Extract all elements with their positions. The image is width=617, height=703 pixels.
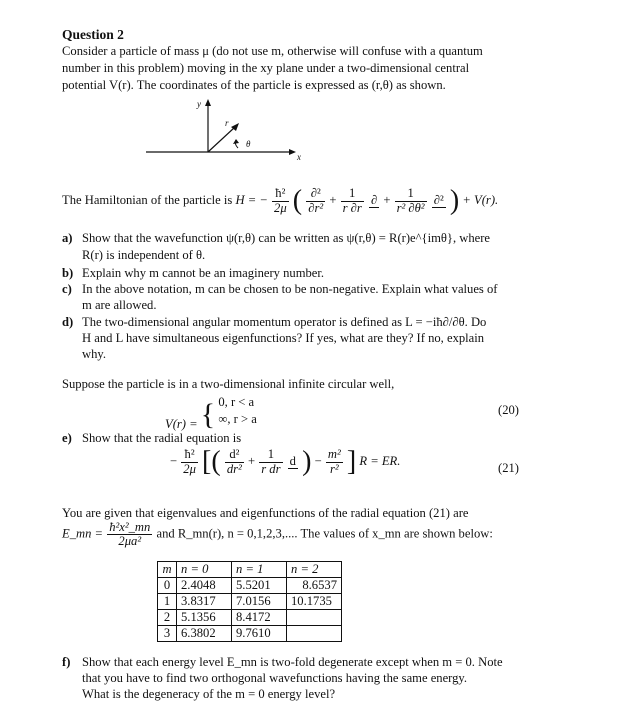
intro-line-3: potential V(r). The coordinates of the particle is expressed as (r,θ) as shown. xyxy=(62,78,446,92)
radial-r2: r² xyxy=(329,461,339,476)
radial-dr2: dr² xyxy=(226,461,242,476)
table-cell: 10.1735 xyxy=(287,594,342,610)
well-case-2: ∞, r > a xyxy=(218,412,257,426)
table-header-row xyxy=(158,562,342,578)
hamiltonian-one-a: 1 xyxy=(341,187,364,201)
table-row xyxy=(158,626,342,642)
radial-equation: − $\frac{\text{ħ²}}{2\mu}$ [( $\frac{\text{d²}}{\text{dr²}}$ + $\frac{1}{\text{r dr}}$ d ) − $\frac{\text{m²}}{\text{r²}}$ ] R = ER. xyxy=(170,446,401,477)
radius-vector xyxy=(208,127,235,152)
r-label: r xyxy=(225,118,229,128)
part-f-line-1: Show that each energy level E_mn is two-fold degenerate except when m = 0. Note xyxy=(82,655,503,669)
table-cell: 2 xyxy=(158,610,177,626)
table-cell xyxy=(287,610,342,626)
part-a-line-2: R(r) is independent of θ. xyxy=(82,248,206,262)
radial-d: d xyxy=(289,453,296,468)
radial-hbar2: ħ² xyxy=(181,448,198,462)
well-case-1: 0, r < a xyxy=(218,395,255,409)
theta-arc-arrowhead xyxy=(233,139,239,144)
well-brace: { xyxy=(200,398,216,431)
table-cell: 1 xyxy=(158,594,177,610)
table-header-n2: n = 2 xyxy=(287,562,342,578)
y-axis-arrowhead xyxy=(205,99,211,106)
table-cell: 0 xyxy=(158,578,177,594)
part-a-label: a) xyxy=(62,231,73,245)
hamiltonian-2mu: 2μ xyxy=(274,200,287,215)
hamiltonian-tail: + V(r). xyxy=(462,192,499,207)
radial-r-dr: r dr xyxy=(261,461,281,476)
hamiltonian-d2: ∂² xyxy=(306,187,325,201)
xmn-table xyxy=(157,561,342,642)
part-e-label: e) xyxy=(62,431,72,445)
part-f-line-2: that you have to find two orthogonal wavefunctions having the same energy. xyxy=(82,671,468,685)
part-d-line-3: why. xyxy=(82,347,107,361)
x-axis-arrowhead xyxy=(289,149,296,155)
eq-number-21: (21) xyxy=(498,461,519,475)
part-d-label: d) xyxy=(62,315,74,329)
given-E-lhs: E_mn = xyxy=(62,526,104,541)
radial-2mu: 2μ xyxy=(183,461,196,476)
given-eigenvalue-line xyxy=(62,521,493,548)
part-c-line-1: In the above notation, m can be chosen to be non-negative. Explain what values of xyxy=(82,282,498,296)
hamiltonian-one-b: 1 xyxy=(395,187,427,201)
table-cell: 5.1356 xyxy=(177,610,232,626)
question-heading: Question 2 xyxy=(62,27,124,42)
table-header-n0: n = 0 xyxy=(177,562,232,578)
table-header-m: m xyxy=(158,562,177,578)
hamiltonian-lead: The Hamiltonian of the particle is xyxy=(62,192,236,207)
table-cell: 8.4172 xyxy=(232,610,287,626)
part-d-line-2: H and L have simultaneous eigenfunctions? If yes, what are they? If no, explain xyxy=(82,331,485,345)
table-cell xyxy=(287,626,342,642)
part-a-line-1: Show that the wavefunction ψ(r,θ) can be written as ψ(r,θ) = R(r)e^{imθ}, where xyxy=(82,231,491,245)
table-cell: 6.3802 xyxy=(177,626,232,642)
part-c-label: c) xyxy=(62,282,72,296)
part-f-line-3: What is the degeneracy of the m = 0 energy level? xyxy=(82,687,336,701)
radial-d2: d² xyxy=(225,448,244,462)
table-row xyxy=(158,594,342,610)
eq-number-20: (20) xyxy=(498,403,519,417)
part-f-label: f) xyxy=(62,655,71,669)
table-header-n1: n = 1 xyxy=(232,562,287,578)
well-intro: Suppose the particle is in a two-dimensional infinite circular well, xyxy=(62,377,395,391)
x-axis-label: x xyxy=(297,152,301,162)
table-cell: 3.8317 xyxy=(177,594,232,610)
given-denominator: 2μa² xyxy=(118,534,142,549)
coordinate-diagram xyxy=(140,96,310,166)
hamiltonian-d: ∂ xyxy=(370,192,378,207)
table-cell: 9.7610 xyxy=(232,626,287,642)
table-cell: 2.4048 xyxy=(177,578,232,594)
part-e-text: Show that the radial equation is xyxy=(82,431,242,445)
part-b-label: b) xyxy=(62,266,74,280)
hamiltonian-r-dr: r ∂r xyxy=(342,200,362,215)
intro-line-1: Consider a particle of mass μ (do not use m, otherwise will confuse with a quantum xyxy=(62,44,483,58)
hamiltonian-H: H = − xyxy=(235,192,268,207)
part-b-line-1: Explain why m cannot be an imaginery number. xyxy=(82,266,325,280)
hamiltonian-d2-b: ∂² xyxy=(433,192,444,207)
well-potential xyxy=(165,394,257,431)
given-numerator: ħ²x²_mn xyxy=(109,520,151,534)
hamiltonian-hbar2: ħ² xyxy=(272,187,289,201)
given-line-1: You are given that eigenvalues and eigenfunctions of the radial equation (21) are xyxy=(62,506,469,520)
radial-one: 1 xyxy=(259,448,282,462)
table-cell: 3 xyxy=(158,626,177,642)
table-cell: 5.5201 xyxy=(232,578,287,594)
part-c-line-2: m are allowed. xyxy=(82,298,157,312)
table-row xyxy=(158,578,342,594)
hamiltonian-equation: The Hamiltonian of the particle is H = − $\frac{\text{ħ²}}{2\mu}$ ( $\frac{\text{∂²}}{\text{∂r²}}$ + $\frac{1}{r \partial r}$ ∂ + $\frac{1}{\text{r² ∂θ²}}$ ∂² ) + V(r). xyxy=(62,185,499,216)
well-V-lhs: V(r) = xyxy=(165,417,198,431)
hamiltonian-dr2: ∂r² xyxy=(308,200,324,215)
given-mid-text: and R_mn(r), n = 0,1,2,3,.... The values of x_mn are shown below: xyxy=(156,526,493,541)
y-axis-label: y xyxy=(197,99,201,109)
theta-label: θ xyxy=(246,139,251,149)
part-d-line-1: The two-dimensional angular momentum operator is defined as L = −iħ∂/∂θ. Do xyxy=(82,315,487,329)
hamiltonian-r2-dth2: r² ∂θ² xyxy=(396,200,425,215)
table-cell: 8.6537 xyxy=(287,578,342,594)
intro-line-2: number in this problem) moving in the xy plane under a two-dimensional central xyxy=(62,61,470,75)
table-row xyxy=(158,610,342,626)
table-cell: 7.0156 xyxy=(232,594,287,610)
radial-rhs: R = ER. xyxy=(359,453,401,468)
radial-m2: m² xyxy=(327,447,341,462)
